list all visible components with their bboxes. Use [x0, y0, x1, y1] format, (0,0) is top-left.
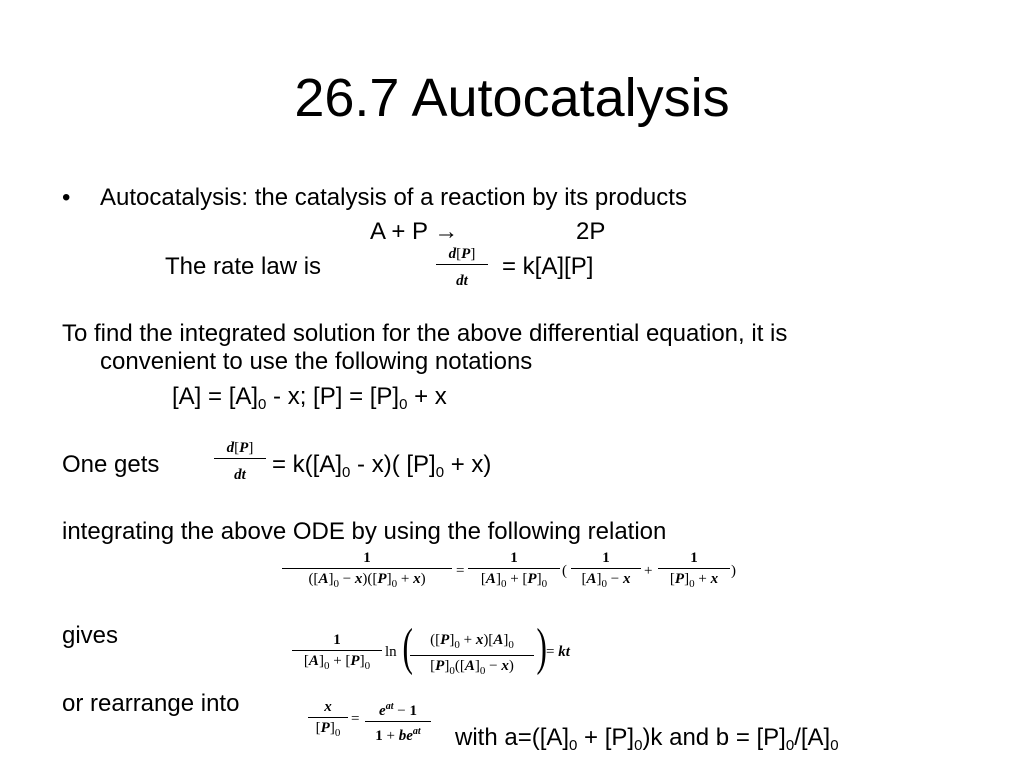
one-gets-fraction: d[P] dt: [214, 438, 266, 485]
rate-law-label: The rate law is: [165, 253, 322, 280]
notation-a-subscript: 0: [258, 396, 267, 413]
bullet-marker: •: [62, 184, 71, 211]
sol-big-close-paren: ): [536, 619, 547, 676]
rearrange-label: or rearrange into: [62, 690, 240, 717]
re-equals: =: [351, 711, 360, 727]
constants-a: with a=([A]: [455, 724, 570, 751]
pf-factor-fraction: 1 $[A]_0 + [P]_0$: [468, 548, 560, 594]
slide-title: 26.7 Autocatalysis: [294, 68, 730, 128]
pf-equals: =: [456, 563, 465, 579]
constants-d-subscript: 0: [830, 737, 839, 754]
constants-d: /[A]: [794, 724, 831, 751]
one-gets-rhs: [272, 451, 491, 479]
sol-rhs: = kt: [546, 644, 570, 660]
one-gets-rhs-a: = k([A]: [272, 451, 343, 478]
one-gets-rhs-a-subscript: 0: [342, 464, 351, 481]
reaction-left: A + P →: [370, 218, 459, 245]
rate-law-rhs: = k[A][P]: [502, 253, 594, 280]
definition-text: Autocatalysis: the catalysis of a reaction by its products: [100, 184, 687, 211]
paragraph-intro-line2: convenient to use the following notations: [100, 348, 533, 375]
constants-a-subscript: 0: [569, 737, 578, 754]
sol-factor-fraction: 1 $[A]_0 + [P]_0$: [292, 630, 382, 676]
notation-p-subscript: 0: [399, 396, 408, 413]
reaction-right: 2P: [576, 218, 606, 245]
notation-line: [172, 383, 447, 411]
sol-ln-fraction: $([P]_0 + x)[A]_0$ $[P]_0([A]_0 - x)$: [410, 630, 534, 681]
pf-term1-fraction: 1 $[A]_0 - x$: [571, 548, 641, 594]
sol-ln: ln: [385, 644, 397, 660]
one-gets-label: One gets: [62, 451, 160, 478]
pf-close-paren: ): [731, 563, 736, 579]
constants-definition: [455, 724, 839, 752]
pf-lhs-fraction: 1 $([A]_0 - x)([P]_0 + x)$: [282, 548, 452, 594]
rate-law-fraction: d[P] dt: [436, 244, 488, 291]
constants-c-subscript: 0: [785, 737, 795, 754]
constants-c: )k and b = [P]: [642, 724, 786, 751]
one-gets-rhs-b-subscript: 0: [435, 464, 445, 481]
one-gets-rhs-b: - x)( [P]: [350, 451, 436, 478]
re-rhs-fraction: $e^{at} - 1$ $1 + be^{at}$: [365, 697, 431, 746]
notation-mid: - x; [P] = [P]: [266, 383, 400, 410]
notation-a: [A] = [A]: [172, 383, 259, 410]
re-lhs-fraction: x $[P]_0$: [308, 697, 348, 743]
constants-b-subscript: 0: [634, 737, 643, 754]
notation-end: + x: [407, 383, 447, 410]
pf-term2-fraction: 1 $[P]_0 + x$: [658, 548, 730, 594]
pf-open-paren: (: [562, 563, 567, 579]
paragraph-intro-line1: To find the integrated solution for the above differential equation, it is: [62, 320, 788, 347]
constants-b: + [P]: [577, 724, 635, 751]
gives-label: gives: [62, 622, 119, 649]
one-gets-rhs-c: + x): [444, 451, 492, 478]
integrating-text: integrating the above ODE by using the following relation: [62, 518, 667, 545]
pf-plus: +: [644, 563, 653, 579]
sol-big-open-paren: (: [402, 619, 413, 676]
